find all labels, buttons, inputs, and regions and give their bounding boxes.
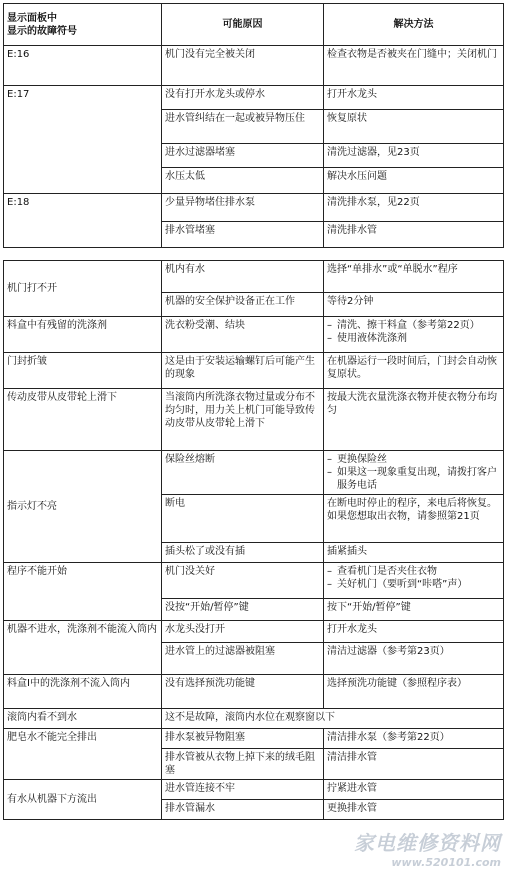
table-row [4,86,504,110]
table-row [4,389,504,451]
problem-cell: 滚筒内看不到水 [4,709,162,729]
cause-cell: 没有选择预洗功能键 [162,675,324,709]
cause-cell: 没按“开始/暂停”键 [162,599,324,621]
solution-cell: 在断电时停止的程序，来电后将恢复。如果您想取出衣物，请参照第21页 [324,495,504,543]
fault-code: E:17 [4,86,162,194]
cause-cell: 进水管纠结在一起或被异物压住 [162,110,324,144]
watermark-url: www.520101.com [391,856,501,869]
troubleshooting-table [3,260,504,820]
table-row [4,729,504,749]
cause-cell: 排水泵被异物阻塞 [162,729,324,749]
list-item: – 关好机门（要听到“咔嗒”声） [327,578,500,591]
table-row [4,317,504,353]
cause-cell: 进水管连接不牢 [162,780,324,800]
cause-cell: 机内有水 [162,261,324,293]
solution-cell: 拧紧进水管 [324,780,504,800]
cause-cell: 排水管漏水 [162,800,324,820]
cause-cell: 少量异物堵住排水泵 [162,194,324,222]
header-possible-cause: 可能原因 [162,4,324,46]
list-item: – 更换保险丝 [327,453,500,466]
cause-cell: 机门没关好 [162,563,324,599]
table-row [4,353,504,389]
table-row [4,563,504,599]
solution-cell: 检查衣物是否被夹在门缝中；关闭机门 [324,46,504,86]
table-row [4,194,504,222]
solution-cell: 恢复原状 [324,110,504,144]
solution-cell: 在机器运行一段时间后，门封会自动恢复原状。 [324,353,504,389]
header-fault-code: 显示面板中 显示的故障符号 [4,4,162,46]
solution-cell [324,317,504,353]
list-item: – 如果这一现象重复出现，请拨打客户服务电话 [327,466,500,492]
cause-cell: 保险丝熔断 [162,451,324,495]
cause-cell: 排水管堵塞 [162,222,324,248]
problem-cell: 有水从机器下方流出 [4,780,162,820]
cause-cell: 断电 [162,495,324,543]
solution-cell: 清洁排水泵（参考第22页） [324,729,504,749]
table-row [4,451,504,495]
solution-cell: 清洗排水泵，见22页 [324,194,504,222]
table-gap [3,248,503,260]
cause-cell: 洗衣粉受潮、结块 [162,317,324,353]
watermark [354,827,501,869]
table-row [4,709,504,729]
cause-cell: 进水过滤器堵塞 [162,144,324,168]
cause-cell: 机器的安全保护设备正在工作 [162,293,324,317]
cause-cell: 水龙头没打开 [162,621,324,643]
solution-cell: 按下“开始/暂停”键 [324,599,504,621]
table-row [4,780,504,800]
solution-cell: 清洁过滤器（参考第23页） [324,643,504,675]
cause-cell: 水压太低 [162,168,324,194]
problem-cell: 机门打不开 [4,261,162,317]
solution-cell: 更换排水管 [324,800,504,820]
solution-cell: 清洗过滤器，见23页 [324,144,504,168]
watermark-text: 家电维修资料网 [354,831,501,855]
solution-cell [324,563,504,599]
cause-cell: 这是由于安装运输螺钉后可能产生的现象 [162,353,324,389]
solution-cell: 按最大洗衣量洗涤衣物并使衣物分布均匀 [324,389,504,451]
solution-cell: 选择“单排水”或“单脱水”程序 [324,261,504,293]
table-row [4,46,504,86]
solution-cell: 清洗排水管 [324,222,504,248]
table-row [4,621,504,643]
fault-code: E:18 [4,194,162,248]
fault-code-table [3,3,504,248]
table-row [4,675,504,709]
problem-cell: 料盒Ⅰ中的洗涤剂不流入筒内 [4,675,162,709]
problem-cell: 机器不进水，洗涤剂不能流入筒内 [4,621,162,675]
cause-cell: 进水管上的过滤器被阻塞 [162,643,324,675]
cause-cell: 没有打开水龙头或停水 [162,86,324,110]
solution-cell: 选择预洗功能键（参照程序表） [324,675,504,709]
solution-cell: 打开水龙头 [324,621,504,643]
list-item: – 查看机门是否夹住衣物 [327,565,500,578]
cause-cell: 这不是故障，滚筒内水位在观察窗以下 [162,709,504,729]
table-row [4,261,504,293]
cause-cell: 机门没有完全被关闭 [162,46,324,86]
problem-cell: 指示灯不亮 [4,451,162,563]
problem-cell: 料盒中有残留的洗涤剂 [4,317,162,353]
list-item: – 清洗、擦干料盒（参考第22页） [327,319,500,332]
cause-cell: 插头松了或没有插 [162,543,324,563]
solution-cell: 解决水压问题 [324,168,504,194]
problem-cell: 传动皮带从皮带轮上滑下 [4,389,162,451]
problem-cell: 程序不能开始 [4,563,162,621]
cause-cell: 当滚筒内所洗涤衣物过量或分布不均匀时，用力关上机门可能导致传动皮带从皮带轮上滑下 [162,389,324,451]
problem-cell: 肥皂水不能完全排出 [4,729,162,780]
cause-cell: 排水管被从衣物上掉下来的绒毛阻塞 [162,749,324,780]
solution-cell [324,451,504,495]
problem-cell: 门封折皱 [4,353,162,389]
list-item: – 使用液体洗涤剂 [327,332,500,345]
solution-cell: 插紧插头 [324,543,504,563]
header-solution: 解决方法 [324,4,504,46]
solution-cell: 清洁排水管 [324,749,504,780]
solution-cell: 等待2分钟 [324,293,504,317]
solution-cell: 打开水龙头 [324,86,504,110]
troubleshooting-sheet [3,3,503,820]
fault-code: E:16 [4,46,162,86]
